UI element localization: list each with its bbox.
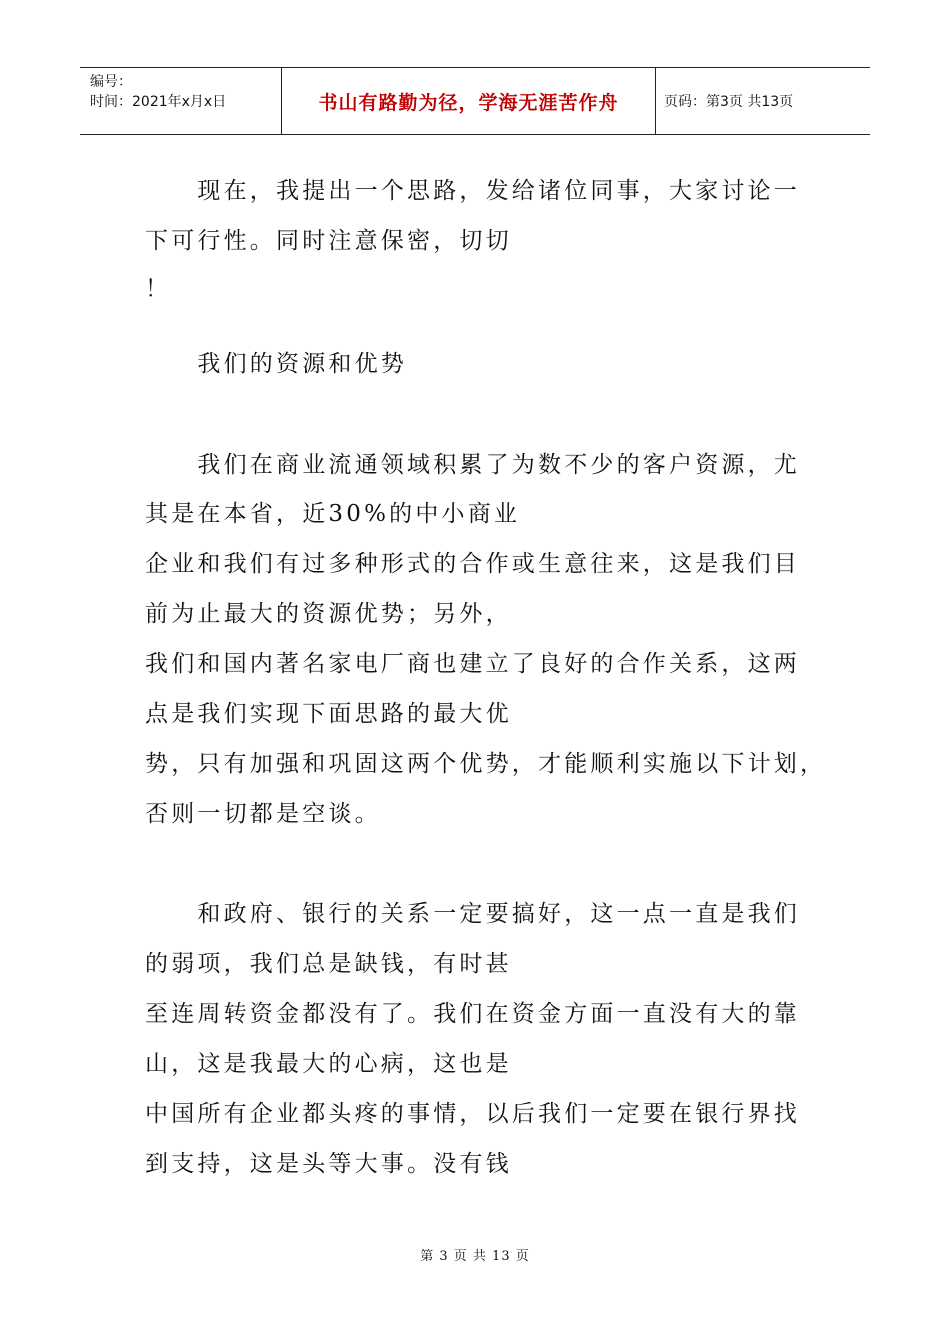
body-line: 我们在商业流通领域积累了为数不少的客户资源，尤	[145, 452, 800, 478]
document-number-label: 编号：	[90, 74, 132, 90]
body-line: 否则一切都是空谈。	[145, 801, 381, 827]
body-line: 企业和我们有过多种形式的合作或生意往来，这是我们目	[145, 551, 800, 577]
body-line: 和政府、银行的关系一定要搞好，这一点一直是我们	[145, 901, 800, 927]
body-line: 山，这是我最大的心病，这也是	[145, 1051, 512, 1077]
body-line: 至连周转资金都没有了。我们在资金方面一直没有大的靠	[145, 1001, 800, 1027]
body-line: 点是我们实现下面思路的最大优	[145, 701, 512, 727]
body-line: 势，只有加强和巩固这两个优势，才能顺利实施以下计划，	[145, 751, 827, 777]
body-line: ！	[145, 276, 172, 302]
body-line: 其是在本省，近30%的中小商业	[145, 501, 521, 527]
body-line: 下可行性。同时注意保密，切切	[145, 228, 512, 254]
header-meta-cell	[80, 68, 282, 134]
header-page-cell	[656, 68, 870, 134]
body-line: 中国所有企业都头疼的事情，以后我们一定要在银行界找	[145, 1101, 800, 1127]
page-footer: 第 3 页 共 13 页	[420, 1249, 530, 1264]
header-motto-cell	[282, 68, 656, 134]
body-line: 前为止最大的资源优势；另外，	[145, 601, 512, 627]
header-page-info: 页码：第3页 共13页	[664, 94, 794, 110]
page-header	[80, 67, 870, 135]
body-line: 到支持，这是头等大事。没有钱	[145, 1151, 512, 1177]
section-heading: 我们的资源和优势	[145, 351, 407, 377]
document-time-label: 时间：2021年x月x日	[90, 94, 227, 110]
header-motto: 书山有路勤为径，学海无涯苦作舟	[318, 91, 619, 114]
body-line: 的弱项，我们总是缺钱，有时甚	[145, 951, 512, 977]
body-line: 我们和国内著名家电厂商也建立了良好的合作关系，这两	[145, 651, 800, 677]
body-line: 现在，我提出一个思路，发给诸位同事，大家讨论一	[145, 178, 800, 204]
